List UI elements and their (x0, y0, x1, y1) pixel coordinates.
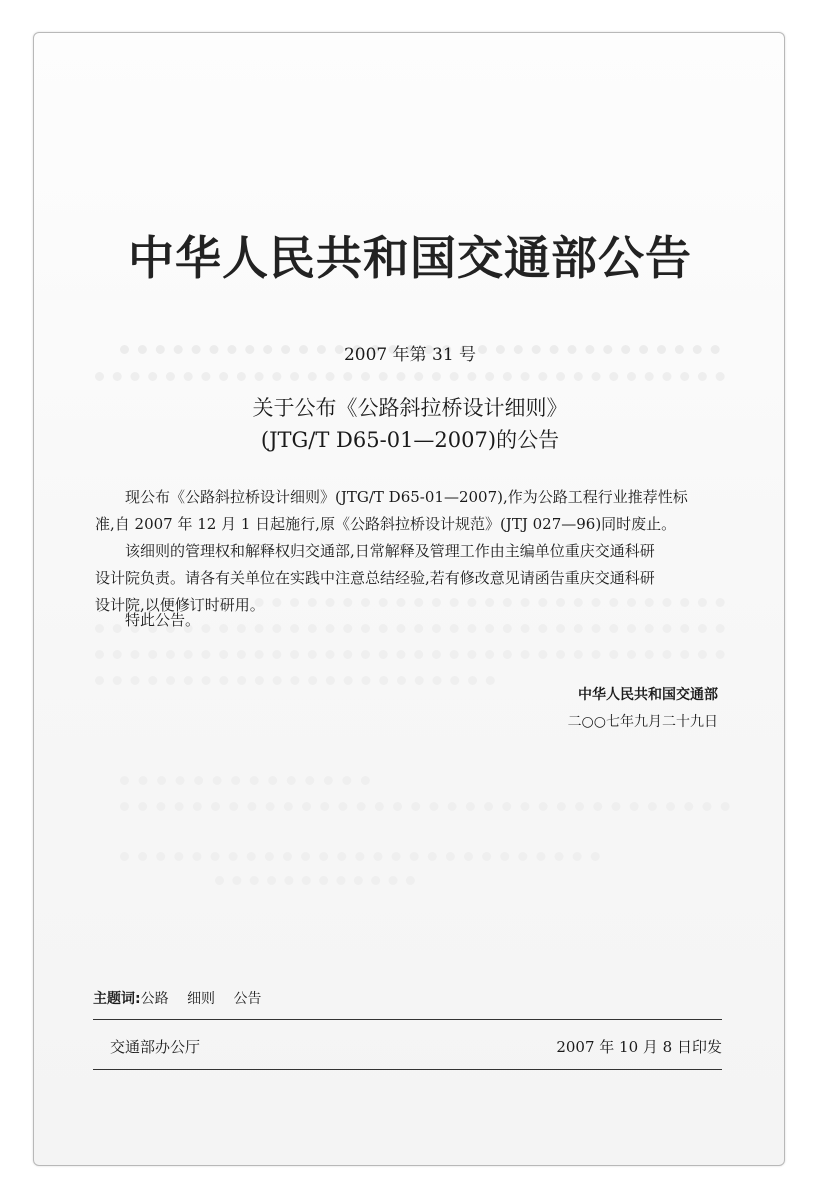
show-through-texture (215, 876, 415, 885)
print-date: 2007 年 10 月 8 日印发 (556, 1038, 722, 1056)
show-through-texture (95, 372, 725, 381)
keywords-line (93, 988, 276, 1008)
signature-date: 二○○七年九月二十九日 (567, 714, 718, 730)
show-through-texture (95, 650, 725, 659)
body-paragraph-1-line-2: 准,自 2007 年 12 月 1 日起施行,原《公路斜拉桥设计规范》(JTJ 027—96)同时废止。 (95, 515, 677, 533)
notice-title: 中华人民共和国交通部公告 (128, 231, 692, 285)
show-through-texture (120, 802, 730, 811)
show-through-texture (120, 852, 600, 861)
footer-divider-top (93, 1019, 722, 1020)
issuing-authority: 中华人民共和国交通部 (578, 687, 718, 703)
body-paragraph-1-line-1: 现公布《公路斜拉桥设计细则》(JTG/T D65-01—2007),作为公路工程行业推荐性标 (125, 488, 688, 506)
body-paragraph-1 (95, 484, 725, 538)
issuing-office: 交通部办公厅 (110, 1038, 201, 1056)
body-paragraph-2-line-2: 设计院负责。请各有关单位在实践中注意总结经验,若有修改意见请函告重庆交通科研 (95, 569, 655, 587)
show-through-texture (95, 676, 495, 685)
body-paragraph-2-line-1: 该细则的管理权和解释权归交通部,日常解释及管理工作由主编单位重庆交通科研 (125, 542, 655, 560)
footer-divider-bottom (93, 1069, 722, 1070)
keyword: 细则 (187, 991, 216, 1007)
show-through-texture (120, 776, 370, 785)
keyword: 公告 (233, 991, 262, 1007)
subject-line-2: (JTG/T D65-01—2007)的公告 (260, 428, 560, 452)
document-number: 2007 年第 31 号 (343, 345, 477, 365)
subject-line-1: 关于公布《公路斜拉桥设计细则》 (252, 396, 568, 420)
body-paragraph-2-line-3: 设计院,以便修订时研用。 (95, 596, 265, 614)
closing-remark: 特此公告。 (125, 611, 201, 629)
body-paragraph-3 (95, 607, 725, 634)
keywords-label: 主题词: (93, 991, 141, 1007)
keyword: 公路 (140, 991, 169, 1007)
